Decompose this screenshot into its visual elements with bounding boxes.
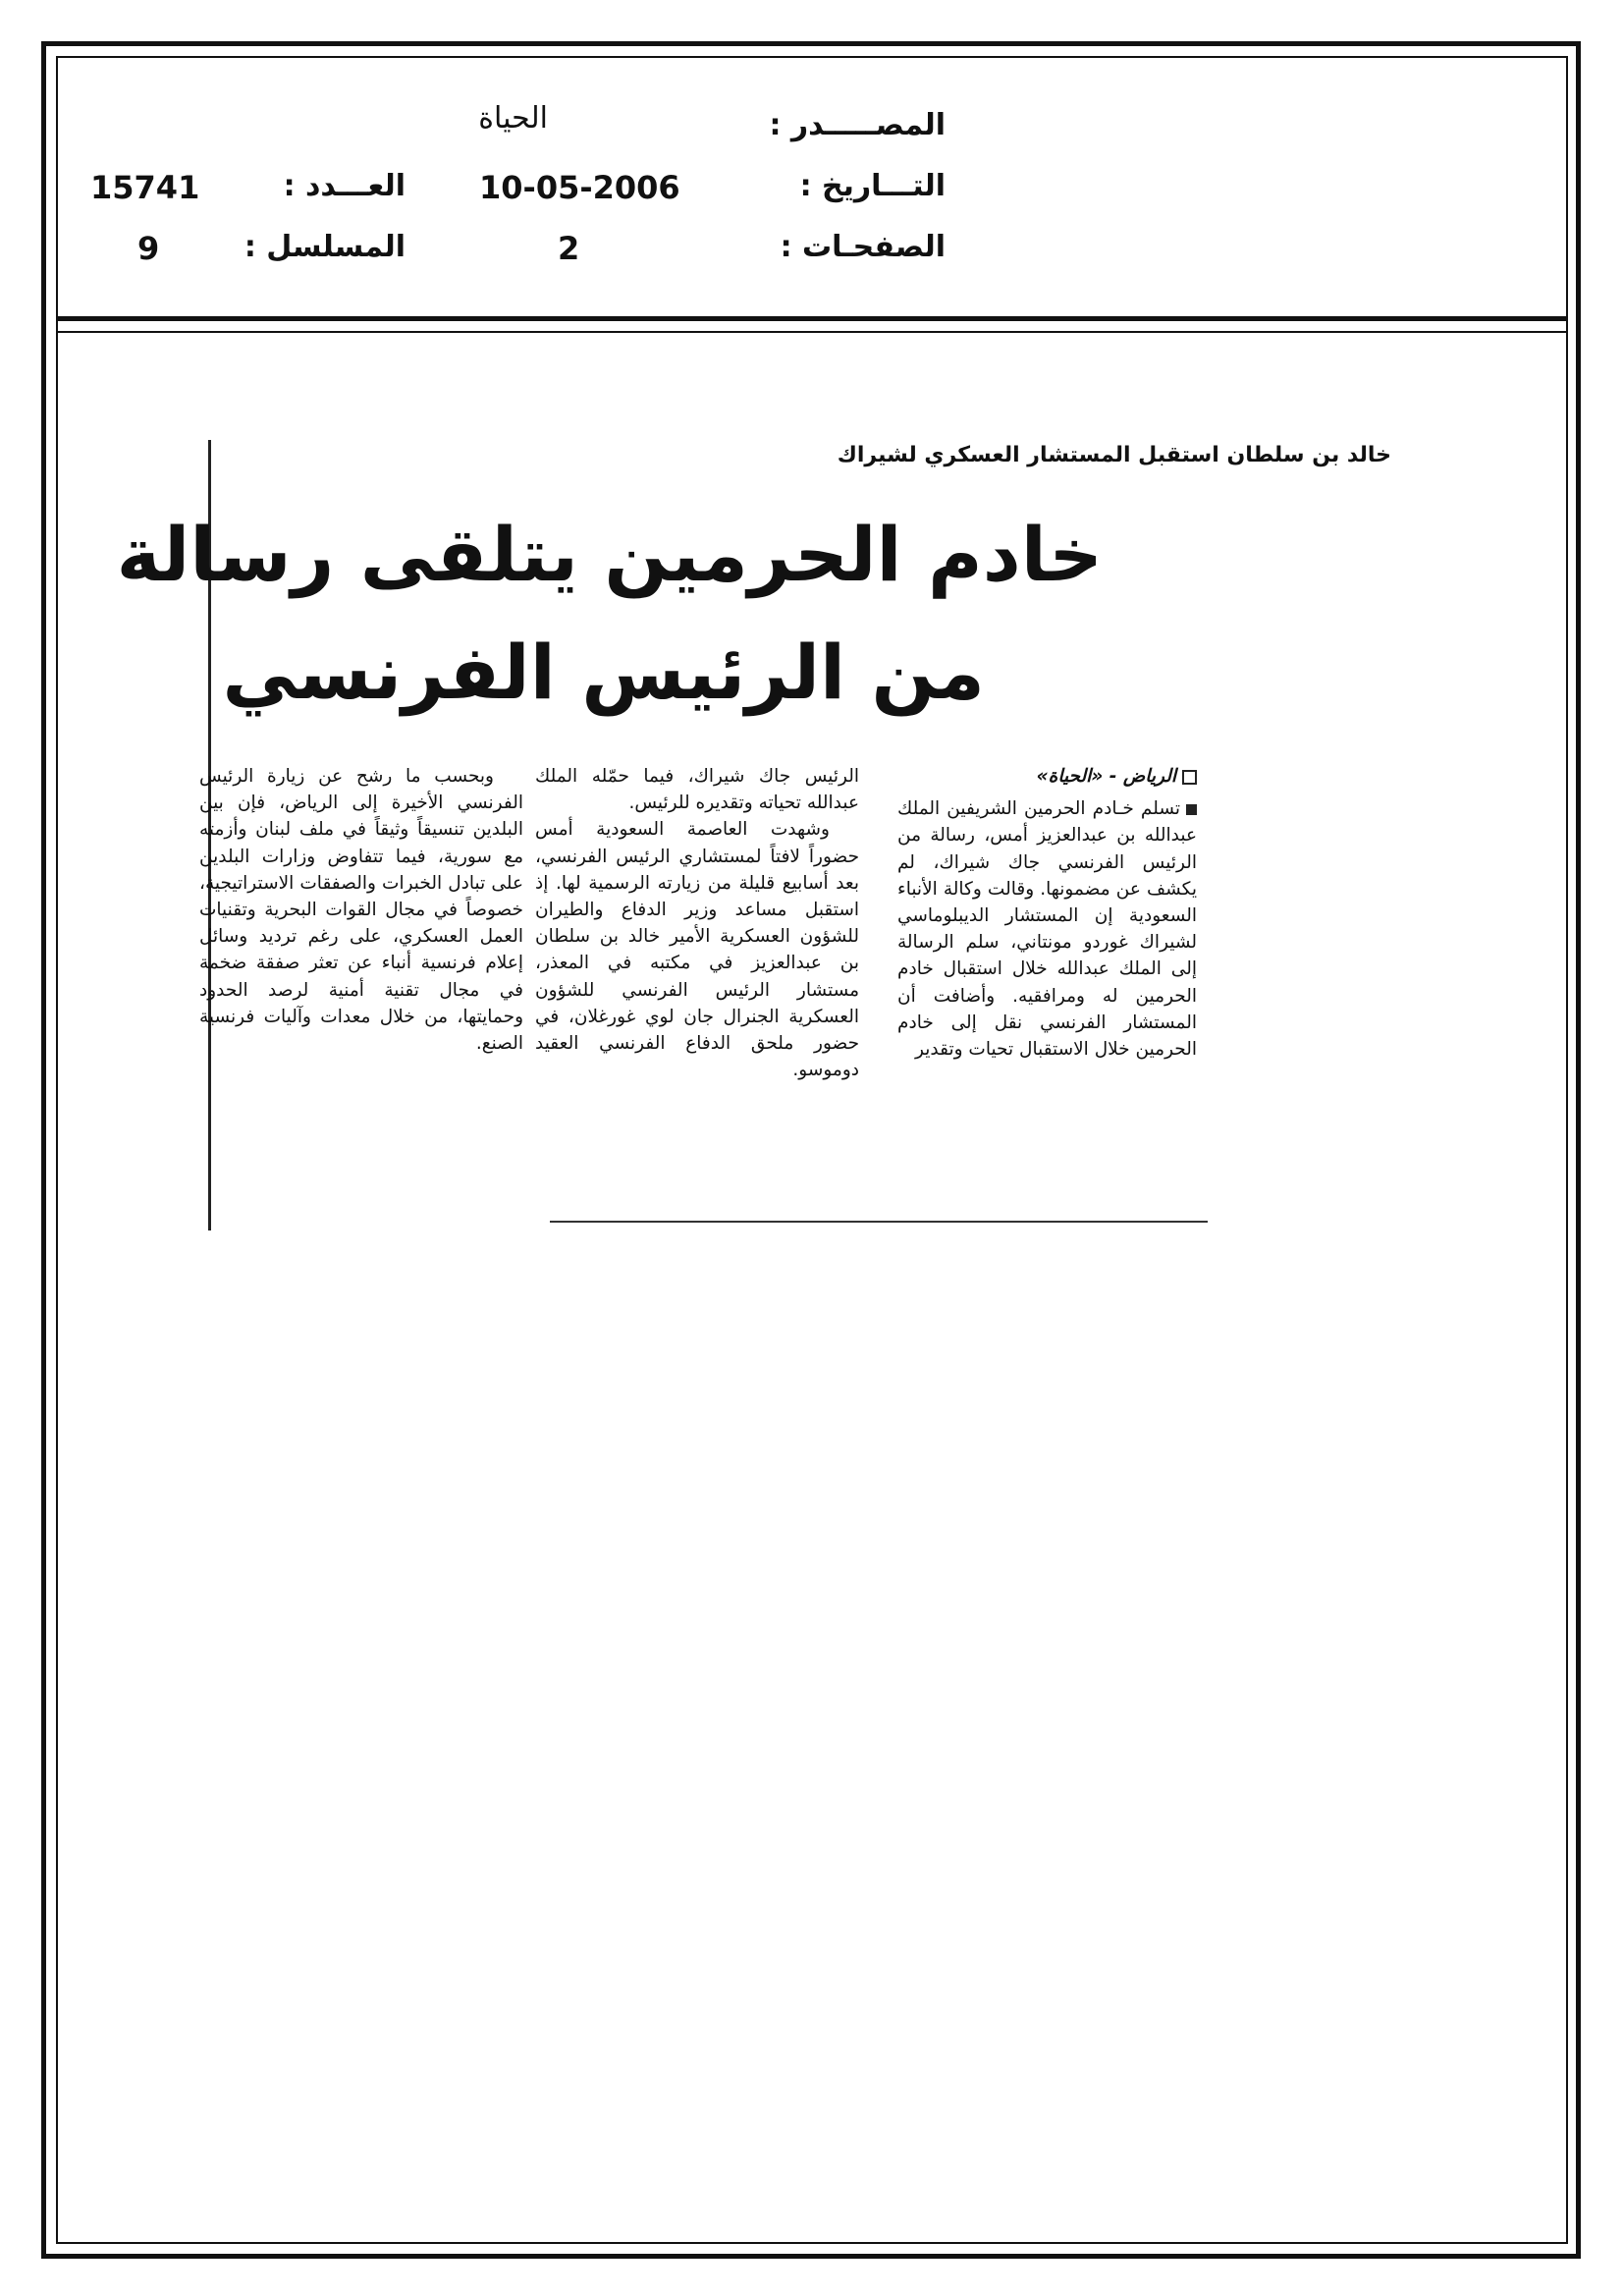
date-value: 10-05-2006 [479,169,680,206]
article-column-3 [199,763,523,1057]
header-divider-thin [56,331,1568,333]
inner-frame [56,56,1568,2244]
clipping-bottom-rule [550,1221,1208,1223]
article-paragraph: الرئيس جاك شيراك، فيما حمّله الملك عبدالله تحياته وتقديره للرئيس. [535,766,859,814]
pages-value: 2 [558,230,580,267]
square-icon [1182,770,1197,785]
article-paragraph: تسلم خـادم الحرمين الشريفين الملك عبدالله بن عبدالعزيز أمس، رسالة من الرئيس الفرنسي جاك شيراك، لم يكشف عن مضمونها. وقالت وكالة الأنباء السعودية إن المستشار الديبلوماسي لشيراك غوردو مونتاني، سلم الرسالة إلى الملك عبدالله خلال استقبال خادم الحرمين له ومرافقيه. وأضافت أن المستشار الفرنسي نقل إلى خادم الحرمين خلال الاستقبال تحيات وتقدير [897,798,1197,1061]
serial-label: المسلسل : [243,230,406,264]
source-value: الحياة [478,101,548,136]
article-dateline: الرياض - «الحياة» [897,763,1197,790]
date-label: التـــاريخ : [799,169,946,203]
header-divider [56,316,1568,321]
article-paragraph: وبحسب ما رشح عن زيارة الرئيس الفرنسي الأخيرة إلى الرياض، فإن بين البلدين تنسيقاً وثيقاً في ملف لبنان وأزمته مع سورية، فيما تتفاوض وزارات البلدين على تبادل الخبرات والصفقات الاستراتيجية، خصوصاً في مجال القوات البحرية وتقنيات العمل العسكري، على رغم ترديد وسائل إعلام فرنسية أنباء عن تعثر صفقة ضخمة في مجال تقنية أمنية لرصد الحدود وحمايتها، من خلال معدات وآليات فرنسية الصنع. [199,766,523,1055]
article-paragraph: وشهدت العاصمة السعودية أمس حضوراً لافتاً لمستشاري الرئيس الفرنسي، بعد أسابيع قليلة من زيارته الرسمية لها. إذ استقبل مساعد وزير الدفاع والطيران للشؤون العسكرية الأمير خالد بن سلطان بن عبدالعزيز في مكتبه في المعذر، مستشار الرئيس الفرنسي للشؤون العسكرية الجنرال جان لوي غورغلان، في حضور ملحق الدفاع الفرنسي العقيد دوموسو. [535,819,859,1081]
article-headline-line1: خادم الحرمين يتلقى رسالة [116,511,1103,598]
issue-label: العـــدد : [283,169,406,203]
article-headline-line2: من الرئيس الفرنسي [222,629,985,716]
pages-label: الصفحـات : [780,230,946,264]
source-label: المصـــــدر : [769,108,946,142]
issue-value: 15741 [90,169,200,206]
article-column-1 [897,763,1197,1063]
article-kicker: خالد بن سلطان استقبل المستشار العسكري لشيراك [837,443,1391,467]
serial-value: 9 [137,230,160,267]
bullet-icon [1186,804,1197,815]
article-column-2 [535,763,859,1083]
